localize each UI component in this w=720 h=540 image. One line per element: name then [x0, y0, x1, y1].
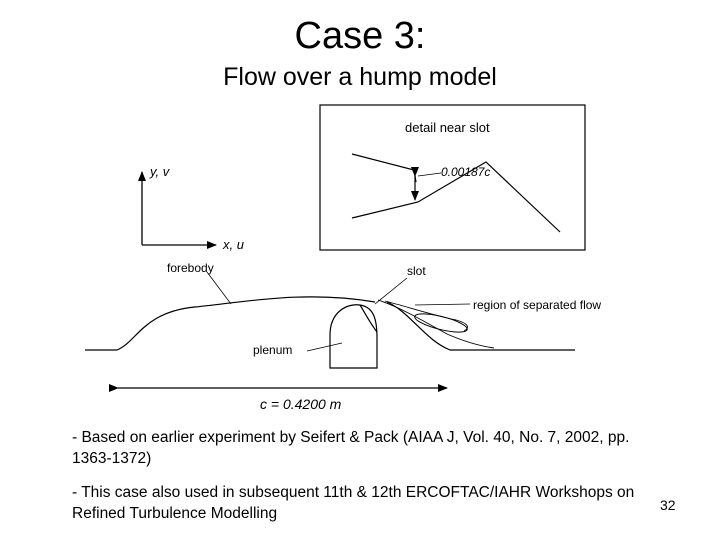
forebody-label: forebody: [167, 261, 214, 275]
bullet-item: - Based on earlier experiment by Seifert & Pack (AIAA J, Vol. 40, No. 7, 2002, pp. 1363-1372): [72, 429, 630, 467]
detail-near-slot-label: detail near slot: [405, 120, 490, 135]
chord-length-label: c = 0.4200 m: [260, 396, 342, 412]
bullet-item: - This case also used in subsequent 11th & 12th ERCOFTAC/IAHR Workshops on Refined Turbulence Modelling: [72, 484, 635, 522]
coordinate-axes: [142, 172, 216, 245]
x-axis-label: x, u: [223, 237, 244, 252]
bullet-list: [72, 427, 652, 537]
hump-model-figure: [75, 100, 655, 415]
slide-title: Case 3:: [294, 15, 426, 57]
hump-diagram: [75, 100, 655, 415]
gap-dimension-label: 0.00187c: [441, 165, 491, 179]
slide-subtitle: Flow over a hump model: [223, 63, 497, 91]
y-axis-label: y, v: [150, 164, 170, 179]
plenum-label: plenum: [253, 343, 293, 357]
separated-flow-label: region of separated flow: [473, 298, 602, 312]
slot-label: slot: [407, 264, 426, 278]
page-number: 32: [660, 497, 676, 513]
separated-flow-region: [413, 310, 469, 336]
